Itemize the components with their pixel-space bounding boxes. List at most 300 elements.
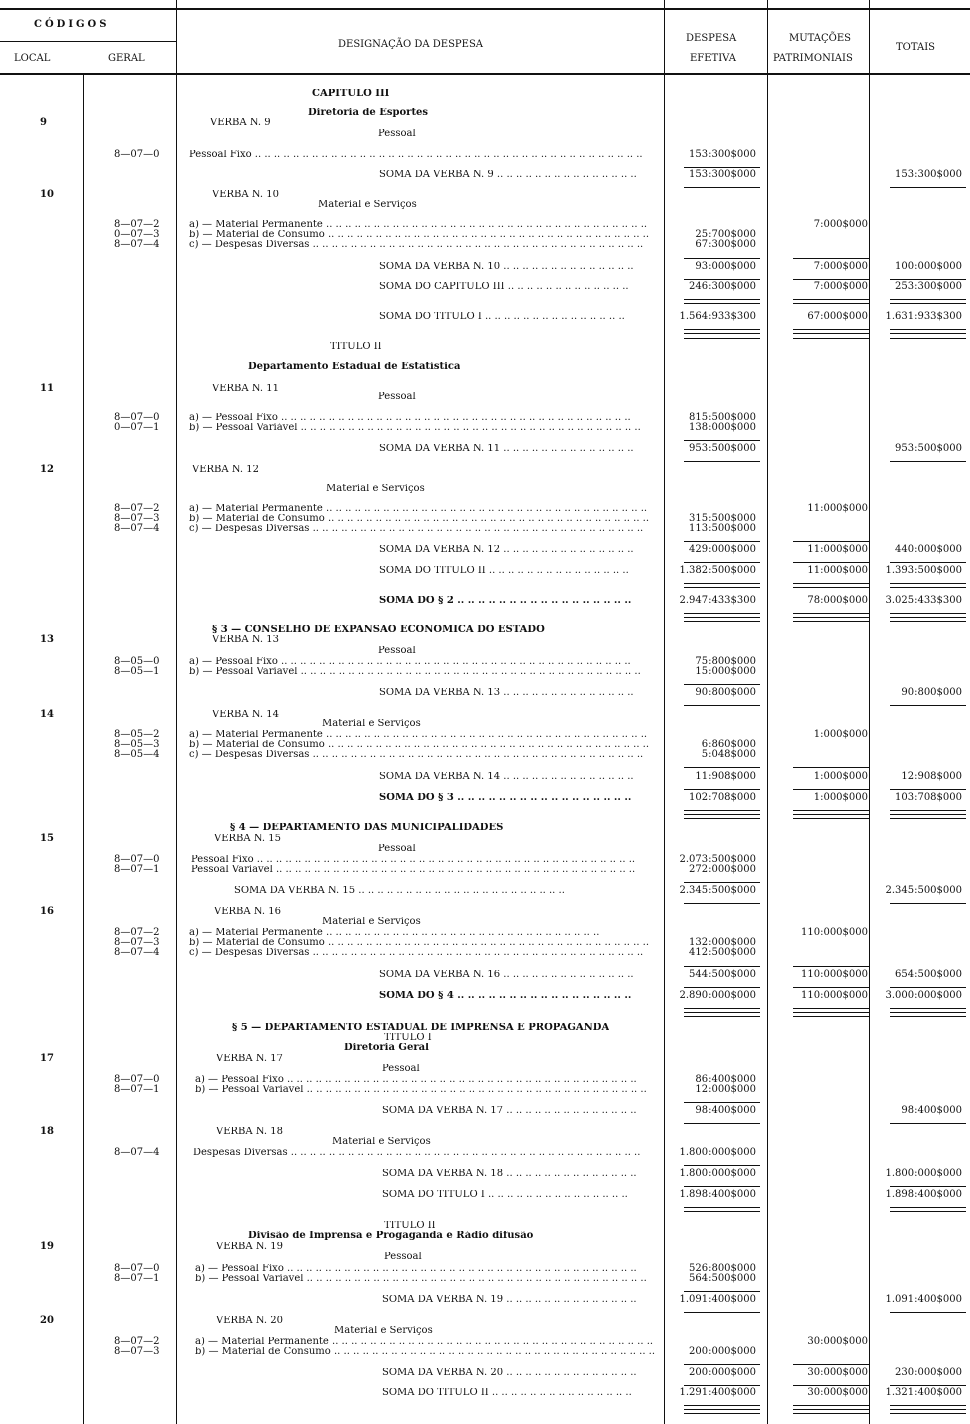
header-codigos: CÓDIGOS	[34, 19, 110, 30]
sum-rule	[684, 1123, 760, 1124]
row-mutacoes-value: 30:000$000	[807, 1387, 868, 1398]
row-description: Pessoal	[378, 392, 416, 402]
row-total-value: 1.393:500$000	[885, 565, 962, 576]
sum-rule	[684, 617, 760, 618]
sum-rule	[684, 705, 760, 706]
row-description: b) — Pessoal Variavel .. .. .. .. .. .. .. .. .. .. .. .. .. .. .. .. .. .. .. .. .. .. .. .. .. .. .. .. .. .. .. .. .. .. .. ..	[195, 1274, 647, 1284]
row-description: SOMA DA VERBA N. 16 .. .. .. .. .. .. .. .. .. .. .. .. .. ..	[379, 970, 634, 980]
row-geral-code: 8—05—0	[114, 656, 160, 667]
row-local-code: 15	[40, 833, 54, 844]
row-description: b) — Material de Consumo .. .. .. .. .. .. .. .. .. .. .. .. .. .. .. .. .. .. .. .. .. .. .. .. .. .. .. .. .. .. .. .. .. ..	[195, 1347, 656, 1357]
row-description: Pessoal Fixo .. .. .. .. .. .. .. .. .. .. .. .. .. .. .. .. .. .. .. .. .. .. .. .. .. .. .. .. .. .. .. .. .. .. .. .. .. .. .. .. ..	[189, 150, 643, 160]
row-description: VERBA N. 14	[212, 710, 279, 720]
row-description: SOMA DA VERBA N. 14 .. .. .. .. .. .. .. .. .. .. .. .. .. ..	[379, 772, 634, 782]
sum-rule	[684, 583, 760, 584]
sum-rule	[890, 1016, 966, 1017]
row-local-code: 18	[40, 1126, 54, 1137]
row-geral-code: 8—07—1	[114, 864, 160, 875]
row-description: § 3 — CONSELHO DE EXPANSÃO ECONÔMICA DO ESTADO	[212, 625, 545, 635]
sum-rule	[793, 587, 870, 588]
sum-rule	[684, 329, 760, 330]
row-description: SOMA DO TITULO II .. .. .. .. .. .. .. .. .. .. .. .. .. .. ..	[382, 1388, 632, 1398]
sum-rule	[793, 767, 870, 768]
row-description: § 5 — DEPARTAMENTO ESTADUAL DE IMPRENSA E PROPAGANDA	[232, 1023, 610, 1033]
sum-rule	[684, 1405, 760, 1406]
sum-rule	[684, 882, 760, 883]
row-total-value: 90:800$000	[901, 687, 962, 698]
sum-rule	[684, 299, 760, 300]
row-description: b) — Material de Consumo .. .. .. .. .. .. .. .. .. .. .. .. .. .. .. .. .. .. .. .. .. .. .. .. .. .. .. .. .. .. .. .. .. ..	[189, 740, 650, 750]
row-description: Departamento Estadual de Estatística	[248, 362, 461, 372]
sum-rule	[684, 258, 760, 259]
row-geral-code: 0—07—3	[114, 229, 160, 240]
row-despesa-value: 272:000$000	[689, 864, 756, 875]
sum-rule	[684, 1364, 760, 1365]
row-mutacoes-value: 110:000$000	[801, 990, 868, 1001]
sum-rule	[890, 789, 966, 790]
row-geral-code: 8—07—4	[114, 239, 160, 250]
row-description: SOMA DO TITULO I .. .. .. .. .. .. .. .. .. .. .. .. .. .. ..	[382, 1190, 628, 1200]
row-description: c) — Despesas Diversas .. .. .. .. .. .. .. .. .. .. .. .. .. .. .. .. .. .. .. .. .. .. .. .. .. .. .. .. .. .. .. .. .. .. ..	[189, 948, 644, 958]
row-mutacoes-value: 1:000$000	[813, 792, 868, 803]
row-description: SOMA DA VERBA N. 11 .. .. .. .. .. .. .. .. .. .. .. .. .. ..	[379, 444, 634, 454]
row-description: Despesas Diversas .. .. .. .. .. .. .. .. .. .. .. .. .. .. .. .. .. .. .. .. .. .. .. .. .. .. .. .. .. .. .. .. .. .. .. .. ..	[193, 1148, 641, 1158]
row-despesa-value: 953:500$000	[689, 443, 756, 454]
row-description: b) — Material de Consumo .. .. .. .. .. .. .. .. .. .. .. .. .. .. .. .. .. .. .. .. .. .. .. .. .. .. .. .. .. .. .. .. .. ..	[189, 230, 650, 240]
sum-rule	[793, 617, 870, 618]
row-description: SOMA DA VERBA N. 12 .. .. .. .. .. .. .. .. .. .. .. .. .. ..	[379, 545, 634, 555]
row-geral-code: 8—07—0	[114, 854, 160, 865]
row-geral-code: 8—07—1	[114, 1273, 160, 1284]
sum-rule	[684, 541, 760, 542]
row-total-value: 440:000$000	[895, 544, 962, 555]
sum-rule	[684, 1413, 760, 1414]
row-description: b) — Material de Consumo .. .. .. .. .. .. .. .. .. .. .. .. .. .. .. .. .. .. .. .. .. .. .. .. .. .. .. .. .. .. .. .. .. ..	[189, 514, 650, 524]
row-geral-code: 8—07—3	[114, 513, 160, 524]
row-geral-code: 8—07—3	[114, 1346, 160, 1357]
row-despesa-value: 11:908$000	[695, 771, 756, 782]
row-description: b) — Material de Consumo .. .. .. .. .. .. .. .. .. .. .. .. .. .. .. .. .. .. .. .. .. .. .. .. .. .. .. .. .. .. .. .. .. ..	[189, 938, 650, 948]
row-description: Material e Serviços	[334, 1326, 433, 1336]
sum-rule	[890, 333, 966, 334]
row-geral-code: 8—07—0	[114, 149, 160, 160]
sum-rule	[684, 1211, 760, 1212]
row-despesa-value: 12:000$000	[695, 1084, 756, 1095]
sum-rule	[684, 333, 760, 334]
row-local-code: 11	[40, 383, 54, 394]
row-description: Material e Serviços	[326, 484, 425, 494]
row-description: TITULO II	[384, 1221, 436, 1231]
row-geral-code: 8—07—2	[114, 503, 160, 514]
sum-rule	[684, 684, 760, 685]
row-description: a) — Material Permanente .. .. .. .. .. .. .. .. .. .. .. .. .. .. .. .. .. .. .. .. .. .. .. .. .. .. .. .. .. .. .. .. .. ..	[189, 730, 648, 740]
row-despesa-value: 315:500$000	[689, 513, 756, 524]
column-line-local	[83, 74, 84, 1424]
row-despesa-value: 412:500$000	[689, 947, 756, 958]
sum-rule	[684, 818, 760, 819]
row-despesa-value: 2.345:500$000	[679, 885, 756, 896]
row-description: b) — Pessoal Variavel .. .. .. .. .. .. .. .. .. .. .. .. .. .. .. .. .. .. .. .. .. .. .. .. .. .. .. .. .. .. .. .. .. .. .. ..	[195, 1085, 647, 1095]
top-border	[0, 8, 970, 10]
row-description: SOMA DA VERBA N. 19 .. .. .. .. .. .. .. .. .. .. .. .. .. ..	[382, 1295, 637, 1305]
row-despesa-value: 6:860$000	[701, 739, 756, 750]
row-geral-code: 8—07—0	[114, 1263, 160, 1274]
row-mutacoes-value: 11:000$000	[807, 503, 868, 514]
row-description: a) — Material Permanente .. .. .. .. .. .. .. .. .. .. .. .. .. .. .. .. .. .. .. .. .. .. .. .. .. .. .. .. .. .. .. .. .. ..	[189, 220, 648, 230]
row-despesa-value: 564:500$000	[689, 1273, 756, 1284]
row-despesa-value: 138:000$000	[689, 422, 756, 433]
row-total-value: 3.025:433$300	[885, 595, 962, 606]
sum-rule	[793, 279, 870, 280]
row-geral-code: 8—05—2	[114, 729, 160, 740]
sum-rule	[684, 1409, 760, 1410]
row-description: Pessoal	[378, 129, 416, 139]
header-despesa-2: EFETIVA	[690, 53, 736, 64]
row-local-code: 19	[40, 1241, 54, 1252]
sum-rule	[793, 789, 870, 790]
sum-rule	[890, 1186, 966, 1187]
sum-rule	[793, 613, 870, 614]
row-description: Pessoal Fixo .. .. .. .. .. .. .. .. .. .. .. .. .. .. .. .. .. .. .. .. .. .. .. .. .. .. .. .. .. .. .. .. .. .. .. .. .. .. .. ..	[191, 855, 636, 865]
sum-rule	[890, 1312, 966, 1313]
row-mutacoes-value: 7:000$000	[813, 219, 868, 230]
sum-rule	[793, 1385, 870, 1386]
column-line-designacao	[664, 0, 665, 1424]
row-description: VERBA N. 12	[192, 465, 259, 475]
row-geral-code: 0—07—1	[114, 422, 160, 433]
row-total-value: 253:300$000	[895, 281, 962, 292]
sum-rule	[684, 167, 760, 168]
sum-rule	[890, 583, 966, 584]
row-despesa-value: 93:000$000	[695, 261, 756, 272]
sum-rule	[793, 814, 870, 815]
sum-rule	[684, 1385, 760, 1386]
row-total-value: 3.000:000$000	[885, 990, 962, 1001]
row-description: VERBA N. 10	[212, 190, 279, 200]
row-mutacoes-value: 78:000$000	[807, 595, 868, 606]
header-bottom-rule	[0, 73, 970, 75]
row-description: c) — Despesas Diversas .. .. .. .. .. .. .. .. .. .. .. .. .. .. .. .. .. .. .. .. .. .. .. .. .. .. .. .. .. .. .. .. .. .. ..	[189, 240, 644, 250]
row-description: SOMA DO § 2 .. .. .. .. .. .. .. .. .. .. .. .. .. .. .. .. ..	[379, 596, 632, 606]
row-geral-code: 8—07—2	[114, 927, 160, 938]
sum-rule	[793, 583, 870, 584]
row-description: Material e Serviços	[322, 719, 421, 729]
row-geral-code: 8—07—0	[114, 1074, 160, 1085]
row-despesa-value: 526:800$000	[689, 1263, 756, 1274]
row-description: SOMA DA VERBA N. 20 .. .. .. .. .. .. .. .. .. .. .. .. .. ..	[382, 1368, 637, 1378]
row-description: VERBA N. 13	[212, 635, 279, 645]
sum-rule	[890, 1008, 966, 1009]
row-geral-code: 8—07—3	[114, 937, 160, 948]
row-despesa-value: 132:000$000	[689, 937, 756, 948]
sum-rule	[684, 1207, 760, 1208]
row-despesa-value: 1.564:933$300	[679, 311, 756, 322]
row-description: Diretoria Geral	[344, 1043, 429, 1053]
sum-rule	[890, 1385, 966, 1386]
row-local-code: 13	[40, 634, 54, 645]
sum-rule	[890, 818, 966, 819]
row-despesa-value: 1.382:500$000	[679, 565, 756, 576]
row-despesa-value: 113:500$000	[689, 523, 756, 534]
row-description: Material e Serviços	[318, 200, 417, 210]
header-despesa-1: DESPESA	[686, 33, 737, 44]
row-geral-code: 8—07—0	[114, 412, 160, 423]
row-description: SOMA DO TITULO II .. .. .. .. .. .. .. .. .. .. .. .. .. .. ..	[379, 566, 629, 576]
row-despesa-value: 98:400$000	[695, 1105, 756, 1116]
sum-rule	[890, 621, 966, 622]
row-total-value: 98:400$000	[901, 1105, 962, 1116]
row-mutacoes-value: 110:000$000	[801, 969, 868, 980]
sum-rule	[890, 1413, 966, 1414]
sum-rule	[793, 562, 870, 563]
row-despesa-value: 90:800$000	[695, 687, 756, 698]
sum-rule	[793, 1413, 870, 1414]
row-description: CAPITULO III	[312, 89, 390, 99]
row-description: b) — Pessoal Variavel .. .. .. .. .. .. .. .. .. .. .. .. .. .. .. .. .. .. .. .. .. .. .. .. .. .. .. .. .. .. .. .. .. .. .. ..	[189, 667, 641, 677]
row-total-value: 1.800:000$000	[885, 1168, 962, 1179]
row-description: SOMA DA VERBA N. 9 .. .. .. .. .. .. .. .. .. .. .. .. .. .. ..	[379, 170, 637, 180]
row-description: b) — Pessoal Variável .. .. .. .. .. .. .. .. .. .. .. .. .. .. .. .. .. .. .. .. .. .. .. .. .. .. .. .. .. .. .. .. .. .. .. ..	[189, 423, 641, 433]
sum-rule	[793, 299, 870, 300]
row-despesa-value: 544:500$000	[689, 969, 756, 980]
sum-rule	[684, 1312, 760, 1313]
sum-rule	[890, 338, 966, 339]
row-despesa-value: 429:000$000	[689, 544, 756, 555]
row-description: Diretoria de Esportes	[308, 108, 429, 118]
row-description: SOMA DO CAPITULO III .. .. .. .. .. .. .. .. .. .. .. .. ..	[379, 282, 629, 292]
row-despesa-value: 1.091:400$000	[679, 1294, 756, 1305]
row-despesa-value: 67:300$000	[695, 239, 756, 250]
row-description: a) — Pessoal Fixo .. .. .. .. .. .. .. .. .. .. .. .. .. .. .. .. .. .. .. .. .. .. .. .. .. .. .. .. .. .. .. .. .. .. .. .. ..	[195, 1264, 637, 1274]
row-mutacoes-value: 7:000$000	[813, 281, 868, 292]
row-description: VERBA N. 16	[214, 907, 281, 917]
row-description: VERBA N. 18	[216, 1127, 283, 1137]
sum-rule	[890, 617, 966, 618]
row-local-code: 14	[40, 709, 54, 720]
row-total-value: 953:500$000	[895, 443, 962, 454]
sum-rule	[684, 1102, 760, 1103]
row-despesa-value: 153:300$000	[689, 169, 756, 180]
row-description: Pessoal	[382, 1064, 420, 1074]
sum-rule	[890, 613, 966, 614]
row-total-value: 2.345:500$000	[885, 885, 962, 896]
row-description: Divisão de Imprensa e Progaganda e Rádio difusão	[248, 1231, 534, 1241]
row-despesa-value: 86:400$000	[695, 1074, 756, 1085]
row-description: SOMA DA VERBA N. 17 .. .. .. .. .. .. .. .. .. .. .. .. .. ..	[382, 1106, 637, 1116]
row-mutacoes-value: 11:000$000	[807, 544, 868, 555]
row-mutacoes-value: 11:000$000	[807, 565, 868, 576]
sum-rule	[684, 966, 760, 967]
row-geral-code: 8—07—2	[114, 219, 160, 230]
row-geral-code: 8—07—4	[114, 1147, 160, 1158]
row-total-value: 103:708$000	[895, 792, 962, 803]
sum-rule	[793, 303, 870, 304]
sum-rule	[793, 258, 870, 259]
row-geral-code: 8—07—1	[114, 1084, 160, 1095]
sum-rule	[793, 810, 870, 811]
sum-rule	[793, 966, 870, 967]
sum-rule	[684, 187, 760, 188]
row-mutacoes-value: 1:000$000	[813, 729, 868, 740]
row-description: VERBA N. 20	[216, 1316, 283, 1326]
row-despesa-value: 200:000$000	[689, 1367, 756, 1378]
row-despesa-value: 15:000$000	[695, 666, 756, 677]
column-line-mutacoes	[869, 0, 870, 1424]
row-description: Material e Serviços	[322, 917, 421, 927]
sum-rule	[890, 562, 966, 563]
header-totais: TOTAIS	[896, 42, 936, 53]
row-geral-code: 8—05—3	[114, 739, 160, 750]
row-description: SOMA DA VERBA N. 13 .. .. .. .. .. .. .. .. .. .. .. .. .. ..	[379, 688, 634, 698]
row-geral-code: 8—07—4	[114, 947, 160, 958]
sum-rule	[793, 1012, 870, 1013]
sum-rule	[684, 810, 760, 811]
row-description: c) — Despesas Diversas .. .. .. .. .. .. .. .. .. .. .. .. .. .. .. .. .. .. .. .. .. .. .. .. .. .. .. .. .. .. .. .. .. .. ..	[189, 750, 644, 760]
sum-rule	[793, 1016, 870, 1017]
row-description: TITULO II	[330, 342, 382, 352]
row-description: a) — Pessoal Fixo .. .. .. .. .. .. .. .. .. .. .. .. .. .. .. .. .. .. .. .. .. .. .. .. .. .. .. .. .. .. .. .. .. .. .. .. ..	[189, 413, 631, 423]
row-total-value: 1.898:400$000	[885, 1189, 962, 1200]
sum-rule	[684, 903, 760, 904]
sum-rule	[684, 1291, 760, 1292]
row-despesa-value: 1.800:000$000	[679, 1168, 756, 1179]
sum-rule	[684, 814, 760, 815]
sum-rule	[684, 789, 760, 790]
header-geral: GERAL	[108, 53, 145, 64]
row-description: SOMA DO TITULO I .. .. .. .. .. .. .. .. .. .. .. .. .. .. ..	[379, 312, 625, 322]
row-despesa-value: 2.073:500$000	[679, 854, 756, 865]
row-description: § 4 — DEPARTAMENTO DAS MUNICIPALIDADES	[230, 823, 504, 833]
sum-rule	[793, 1364, 870, 1365]
sum-rule	[684, 613, 760, 614]
column-line-despesa	[767, 0, 768, 1424]
sum-rule	[793, 1409, 870, 1410]
row-description: Pessoal	[378, 646, 416, 656]
row-geral-code: 8—05—4	[114, 749, 160, 760]
sum-rule	[684, 1008, 760, 1009]
sum-rule	[793, 621, 870, 622]
sum-rule	[684, 461, 760, 462]
sum-rule	[793, 338, 870, 339]
sum-rule	[684, 562, 760, 563]
sum-rule	[684, 1016, 760, 1017]
row-mutacoes-value: 67:000$000	[807, 311, 868, 322]
sum-rule	[890, 1405, 966, 1406]
header-codigos-rule	[0, 41, 176, 42]
row-description: VERBA N. 9	[210, 118, 271, 128]
sum-rule	[684, 621, 760, 622]
row-despesa-value: 2.890:000$000	[679, 990, 756, 1001]
row-despesa-value: 200:000$000	[689, 1346, 756, 1357]
row-despesa-value: 1.898:400$000	[679, 1189, 756, 1200]
header-local: LOCAL	[14, 53, 51, 64]
row-mutacoes-value: 110:000$000	[801, 927, 868, 938]
row-total-value: 1.321:400$000	[885, 1387, 962, 1398]
row-total-value: 1.091:400$000	[885, 1294, 962, 1305]
row-despesa-value: 246:300$000	[689, 281, 756, 292]
sum-rule	[793, 987, 870, 988]
row-description: SOMA DA VERBA N. 15 .. .. .. .. .. .. .. .. .. .. .. .. .. .. .. .. .. .. .. .. .. ..	[234, 886, 565, 896]
sum-rule	[684, 1186, 760, 1187]
row-despesa-value: 102:708$000	[689, 792, 756, 803]
row-description: TITULO I	[384, 1033, 432, 1043]
row-description: VERBA N. 17	[216, 1054, 283, 1064]
sum-rule	[890, 303, 966, 304]
sum-rule	[890, 814, 966, 815]
row-description: SOMA DA VERBA N. 10 .. .. .. .. .. .. .. .. .. .. .. .. .. ..	[379, 262, 634, 272]
row-local-code: 16	[40, 906, 54, 917]
header-designacao: DESIGNAÇÃO DA DESPESA	[338, 39, 484, 50]
row-description: Pessoal	[384, 1252, 422, 1262]
row-local-code: 12	[40, 464, 54, 475]
row-total-value: 654:500$000	[895, 969, 962, 980]
sum-rule	[684, 279, 760, 280]
sum-rule	[890, 299, 966, 300]
row-description: SOMA DO § 3 .. .. .. .. .. .. .. .. .. .. .. .. .. .. .. .. ..	[379, 793, 632, 803]
row-local-code: 20	[40, 1315, 54, 1326]
row-description: a) — Material Permanente .. .. .. .. .. .. .. .. .. .. .. .. .. .. .. .. .. .. .. .. .. .. .. .. .. .. .. .. ..	[189, 928, 600, 938]
row-despesa-value: 2.947:433$300	[679, 595, 756, 606]
row-mutacoes-value: 7:000$000	[813, 261, 868, 272]
sum-rule	[890, 1409, 966, 1410]
row-description: a) — Material Permanente .. .. .. .. .. .. .. .. .. .. .. .. .. .. .. .. .. .. .. .. .. .. .. .. .. .. .. .. .. .. .. .. .. ..	[189, 504, 648, 514]
sum-rule	[890, 1207, 966, 1208]
sum-rule	[793, 541, 870, 542]
row-despesa-value: 5:048$000	[701, 749, 756, 760]
sum-rule	[684, 987, 760, 988]
sum-rule	[890, 1123, 966, 1124]
row-description: Pessoal	[378, 844, 416, 854]
sum-rule	[890, 810, 966, 811]
sum-rule	[890, 187, 966, 188]
sum-rule	[890, 1211, 966, 1212]
row-geral-code: 8—07—2	[114, 1336, 160, 1347]
sum-rule	[684, 587, 760, 588]
row-despesa-value: 75:800$000	[695, 656, 756, 667]
sum-rule	[890, 587, 966, 588]
row-geral-code: 8—07—4	[114, 523, 160, 534]
row-description: c) — Despesas Diversas .. .. .. .. .. .. .. .. .. .. .. .. .. .. .. .. .. .. .. .. .. .. .. .. .. .. .. .. .. .. .. .. .. .. ..	[189, 524, 644, 534]
row-description: Material e Serviços	[332, 1137, 431, 1147]
sum-rule	[890, 903, 966, 904]
row-despesa-value: 1.800:000$000	[679, 1147, 756, 1158]
row-despesa-value: 153:300$000	[689, 149, 756, 160]
row-despesa-value: 1.291:400$000	[679, 1387, 756, 1398]
row-description: a) — Pessoal Fixo .. .. .. .. .. .. .. .. .. .. .. .. .. .. .. .. .. .. .. .. .. .. .. .. .. .. .. .. .. .. .. .. .. .. .. .. ..	[189, 657, 631, 667]
row-geral-code: 8—05—1	[114, 666, 160, 677]
sum-rule	[793, 818, 870, 819]
header-mutacoes-2: PATRIMONIAIS	[773, 53, 853, 64]
row-despesa-value: 815:500$000	[689, 412, 756, 423]
column-line-geral	[176, 0, 177, 1424]
sum-rule	[684, 303, 760, 304]
row-total-value: 100:000$000	[895, 261, 962, 272]
row-local-code: 10	[40, 189, 54, 200]
row-description: VERBA N. 19	[216, 1242, 283, 1252]
sum-rule	[684, 1012, 760, 1013]
sum-rule	[890, 461, 966, 462]
row-total-value: 1.631:933$300	[885, 311, 962, 322]
row-total-value: 230:000$000	[895, 1367, 962, 1378]
sum-rule	[890, 705, 966, 706]
row-local-code: 17	[40, 1053, 54, 1064]
row-total-value: 12:908$000	[901, 771, 962, 782]
sum-rule	[793, 329, 870, 330]
row-description: SOMA DO § 4 .. .. .. .. .. .. .. .. .. .. .. .. .. .. .. .. ..	[379, 991, 632, 1001]
sum-rule	[684, 440, 760, 441]
row-local-code: 9	[40, 117, 47, 128]
sum-rule	[684, 1165, 760, 1166]
